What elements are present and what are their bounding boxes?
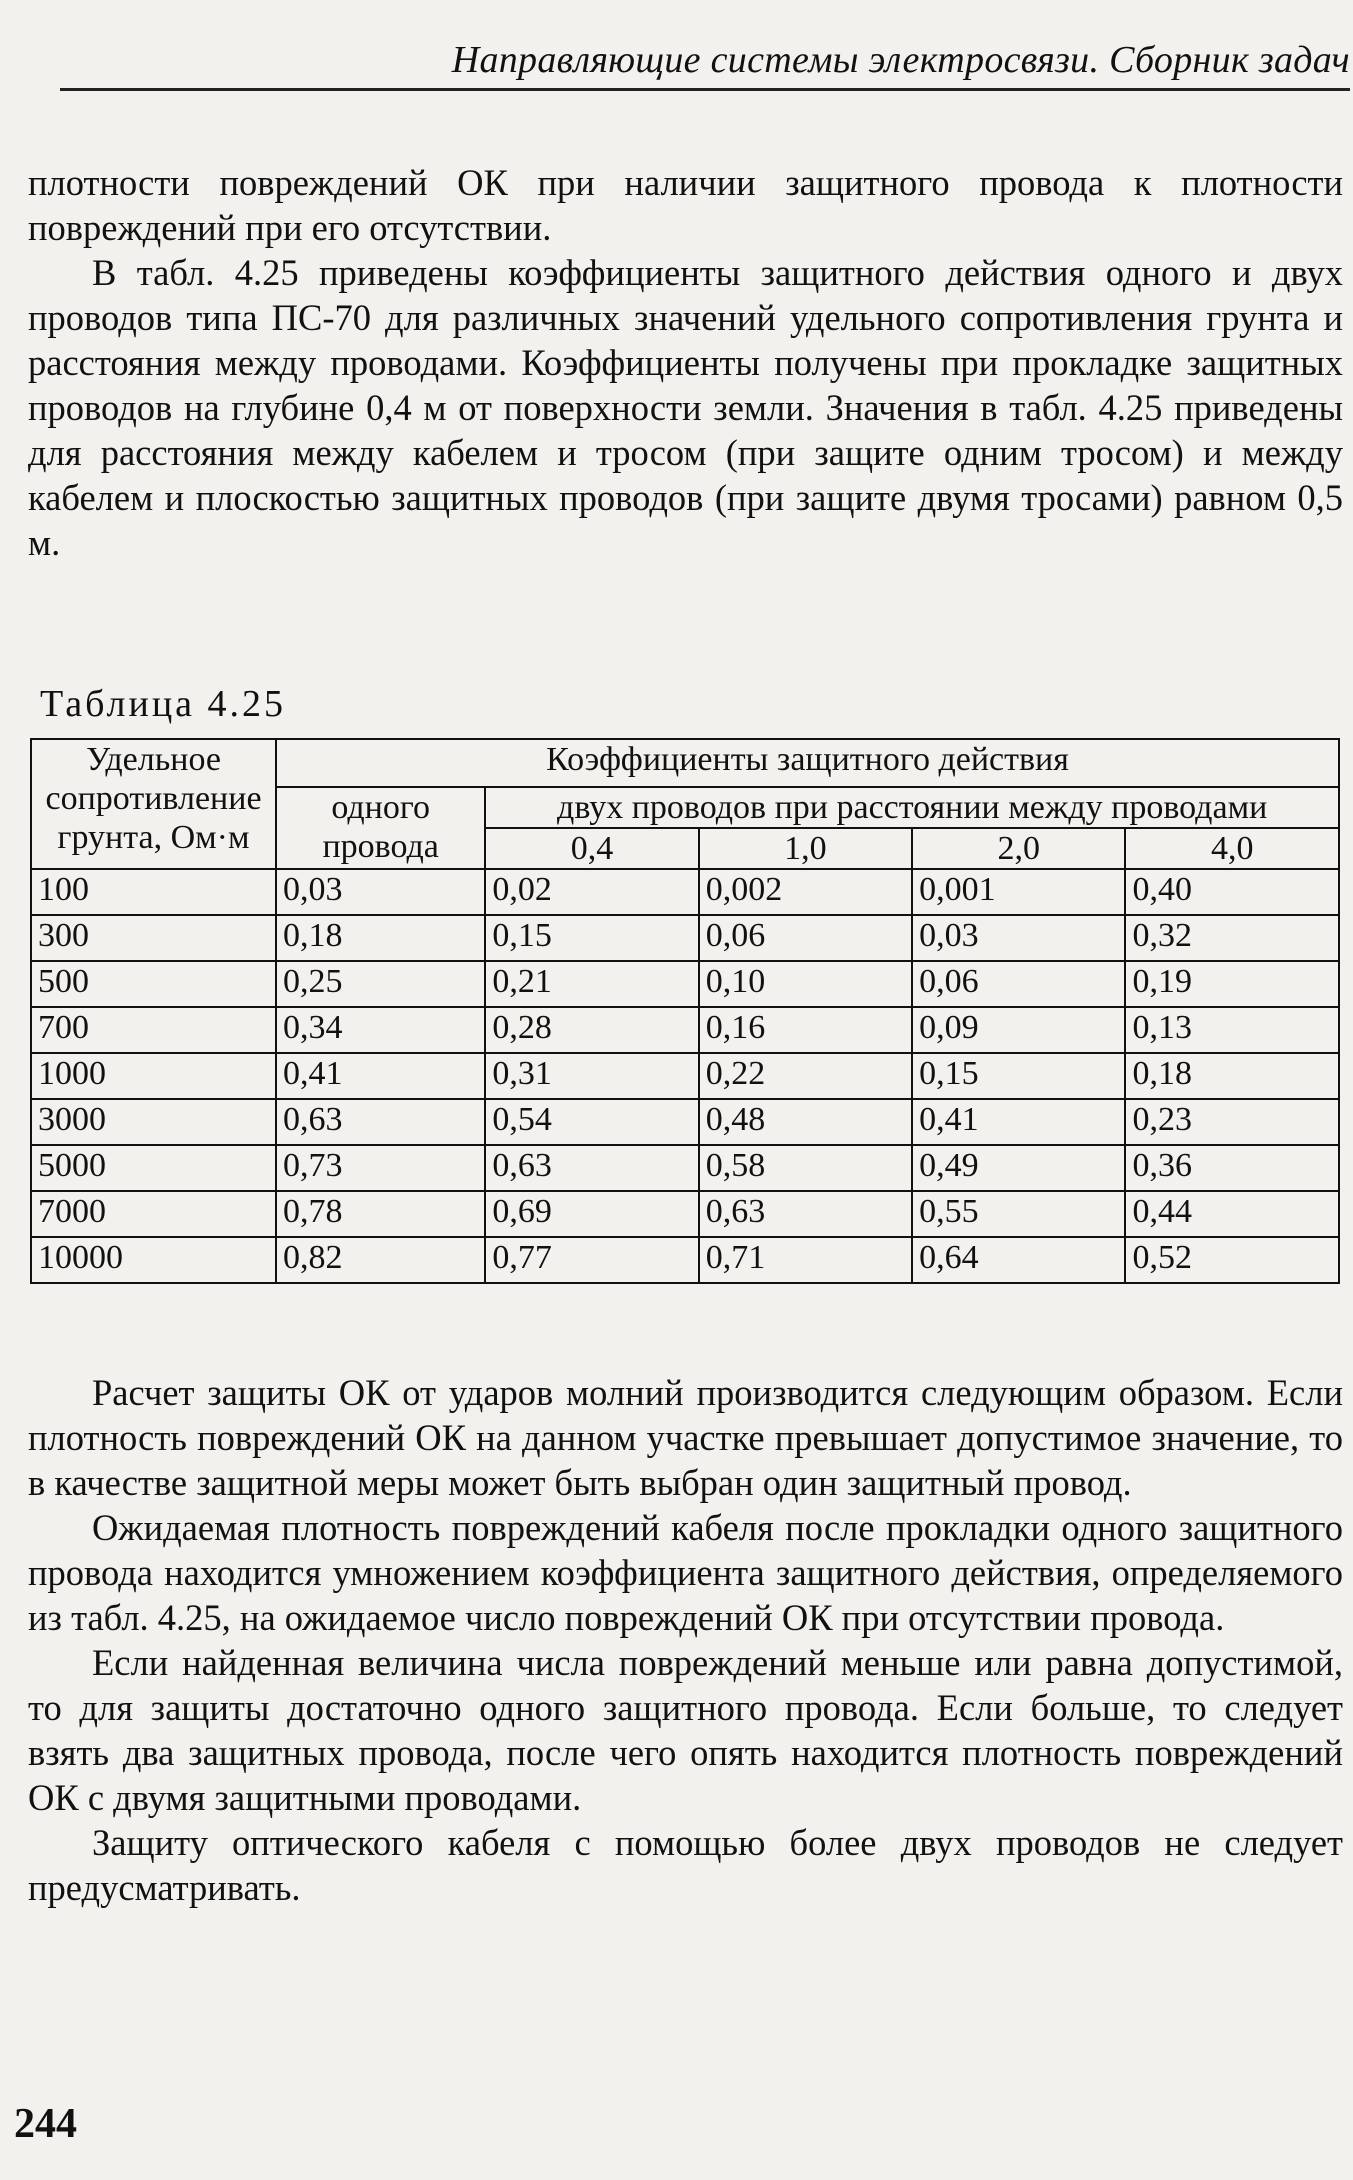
table-cell: 0,41: [912, 1099, 1125, 1145]
one-wire-header: одного провода: [276, 787, 485, 869]
table-title: Таблица 4.25: [40, 683, 287, 725]
table-cell: 300: [31, 915, 276, 961]
table-cell: 0,02: [485, 869, 698, 915]
table-cell: 7000: [31, 1191, 276, 1237]
table-cell: 500: [31, 961, 276, 1007]
table-cell: 0,36: [1125, 1145, 1339, 1191]
table-cell: 0,19: [1125, 961, 1339, 1007]
table-cell: 0,28: [485, 1007, 698, 1053]
table-cell: 0,73: [276, 1145, 485, 1191]
paragraph: В табл. 4.25 приведены коэффициенты защитного действия одного и двух проводов типа ПС-70 для различных значений удельного сопротивления грунта и расстояния между проводами. Коэффициенты получены при прокладке защитных проводов на глубине 0,4 м от поверхности земли. Значения в табл. 4.25 приведены для расстояния между кабелем и тросом (при защите одним тросом) и между кабелем и плоскостью защитных проводов (при защите двумя тросами) равном 0,5 м.: [28, 252, 1343, 563]
page-number: 244: [14, 2101, 77, 2147]
paragraph: Расчет защиты ОК от ударов молний производится следующим образом. Если плотность повреждений ОК на данном участке превышает допустимое значение, то в качестве защитной меры может быть выбран один защитный провод.: [28, 1372, 1343, 1503]
table-cell: 0,82: [276, 1237, 485, 1283]
table-row: [31, 869, 1339, 915]
table-cell: 0,54: [485, 1099, 698, 1145]
running-title: Направляющие системы электросвязи. Сборник задач: [451, 39, 1350, 81]
paragraph: Защиту оптического кабеля с помощью более двух проводов не следует предусматривать.: [28, 1822, 1343, 1908]
table-cell: 0,40: [1125, 869, 1339, 915]
table-cell: 0,44: [1125, 1191, 1339, 1237]
resistivity-header: Удельное сопротивление грунта, Ом·м: [31, 739, 276, 869]
top-text-block: [28, 160, 1343, 565]
table-cell: 0,31: [485, 1053, 698, 1099]
table-cell: 0,64: [912, 1237, 1125, 1283]
group-header: Коэффициенты защитного действия: [276, 739, 1339, 787]
table-cell: 0,77: [485, 1237, 698, 1283]
table-cell: 3000: [31, 1099, 276, 1145]
table-cell: 0,21: [485, 961, 698, 1007]
two-wires-header: двух проводов при расстоянии между проводами: [485, 787, 1339, 828]
table-cell: 0,09: [912, 1007, 1125, 1053]
table-cell: 0,06: [699, 915, 912, 961]
table-row: [31, 961, 1339, 1007]
table-cell: 10000: [31, 1237, 276, 1283]
table-cell: 0,55: [912, 1191, 1125, 1237]
table-cell: 0,002: [699, 869, 912, 915]
table-row: [31, 1007, 1339, 1053]
table-cell: 0,41: [276, 1053, 485, 1099]
table-cell: 0,03: [912, 915, 1125, 961]
coefficients-table: [30, 738, 1340, 1284]
table-row: [31, 1191, 1339, 1237]
table-cell: 0,48: [699, 1099, 912, 1145]
table-cell: 0,69: [485, 1191, 698, 1237]
table-cell: 5000: [31, 1145, 276, 1191]
table-cell: 0,18: [276, 915, 485, 961]
table-cell: 0,34: [276, 1007, 485, 1053]
table-cell: 0,58: [699, 1145, 912, 1191]
bottom-text-block: [28, 1370, 1343, 1910]
table-cell: 700: [31, 1007, 276, 1053]
table-cell: 0,15: [485, 915, 698, 961]
table-cell: 0,63: [276, 1099, 485, 1145]
table-row: [31, 1237, 1339, 1283]
table-cell: 0,13: [1125, 1007, 1339, 1053]
table-cell: 100: [31, 869, 276, 915]
running-header: [60, 28, 1350, 91]
table-cell: 0,03: [276, 869, 485, 915]
table-cell: 0,06: [912, 961, 1125, 1007]
distance-header: 4,0: [1125, 828, 1339, 869]
table-cell: 0,16: [699, 1007, 912, 1053]
table-cell: 0,49: [912, 1145, 1125, 1191]
table-cell: 0,22: [699, 1053, 912, 1099]
distance-header: 1,0: [699, 828, 912, 869]
table-cell: 0,63: [485, 1145, 698, 1191]
distance-header: 0,4: [485, 828, 698, 869]
table-cell: 0,78: [276, 1191, 485, 1237]
paragraph: Ожидаемая плотность повреждений кабеля после прокладки одного защитного провода находится умножением коэффициента защитного действия, определяемого из табл. 4.25, на ожидаемое число повреждений ОК при отсутствии провода.: [28, 1507, 1343, 1638]
distance-header: 2,0: [912, 828, 1125, 869]
table-cell: 1000: [31, 1053, 276, 1099]
table-cell: 0,18: [1125, 1053, 1339, 1099]
table-cell: 0,32: [1125, 915, 1339, 961]
table-cell: 0,15: [912, 1053, 1125, 1099]
table-cell: 0,10: [699, 961, 912, 1007]
table-row: [31, 915, 1339, 961]
table-cell: 0,25: [276, 961, 485, 1007]
table-row: [31, 1145, 1339, 1191]
table-cell: 0,001: [912, 869, 1125, 915]
table-row: [31, 1099, 1339, 1145]
table-cell: 0,23: [1125, 1099, 1339, 1145]
table-cell: 0,71: [699, 1237, 912, 1283]
table-row: [31, 1053, 1339, 1099]
paragraph: Если найденная величина числа повреждений меньше или равна допустимой, то для защиты достаточно одного защитного провода. Если больше, то следует взять два защитных провода, после чего опять находится плотность повреждений ОК с двумя защитными проводами.: [28, 1642, 1343, 1818]
table-cell: 0,63: [699, 1191, 912, 1237]
paragraph: плотности повреждений ОК при наличии защитного провода к плотности повреждений при его отсутствии.: [28, 162, 1343, 248]
table-cell: 0,52: [1125, 1237, 1339, 1283]
